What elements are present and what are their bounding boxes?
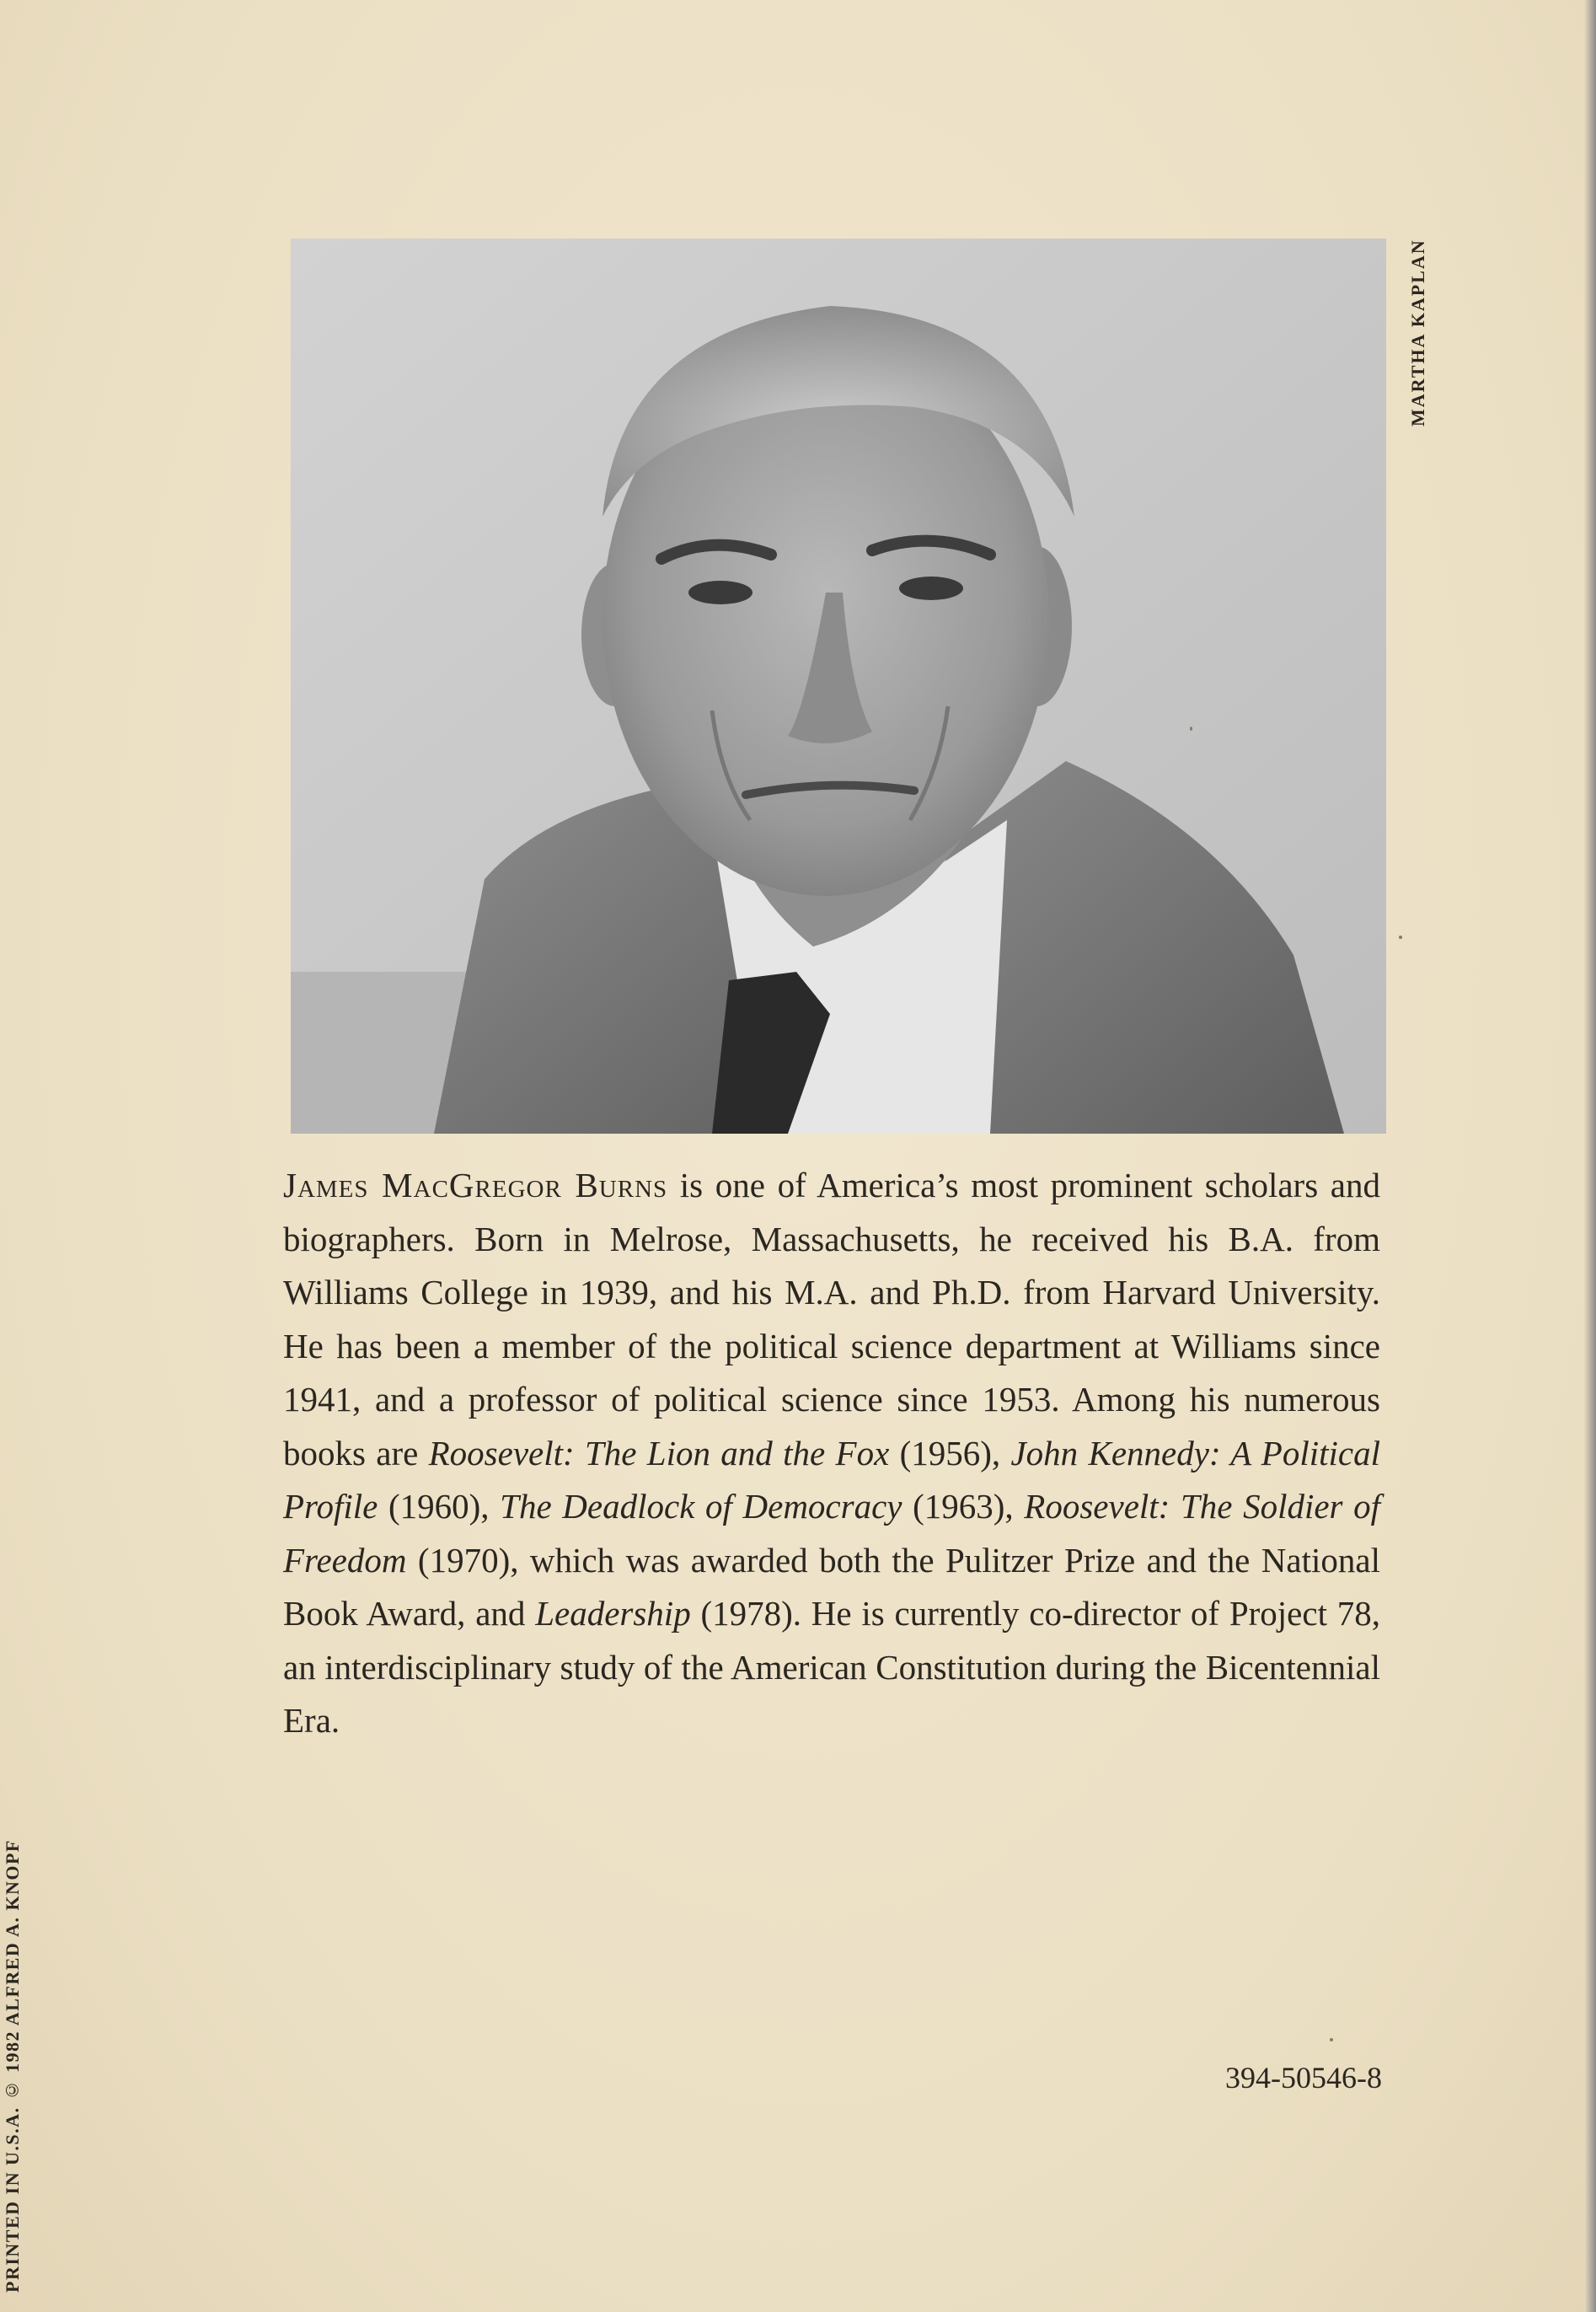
author-biography bbox=[283, 1159, 1380, 1748]
bio-text-4: (1963), bbox=[902, 1487, 1025, 1526]
bio-text-1: is one of America’s most prominent scholars and biographers. Born in Melrose, Massachusetts, he received his B.A. from Williams College in 1939, and his M.A. and Ph.D. from Harvard University. He has been a member of the political science department at Williams since 1941, and a professor of political science since 1953. Among his numerous books are bbox=[283, 1166, 1380, 1472]
cover-edge-shadow bbox=[1584, 0, 1596, 2312]
bio-text-2: (1956), bbox=[889, 1433, 1011, 1472]
book-title-4: Roosevelt: The Soldier of Freedom bbox=[283, 1487, 1381, 1580]
bio-text-3: (1960), bbox=[378, 1487, 501, 1526]
book-title-2: John Kennedy: A Political Profile bbox=[283, 1433, 1380, 1526]
paper-speck bbox=[1399, 936, 1402, 939]
book-title-5: Leadership bbox=[535, 1594, 691, 1633]
paper-speck bbox=[1190, 727, 1192, 731]
bio-text-6: (1978). He is currently co-director of Project 78, an interdisciplinary study of the American Constitution during the Bicentennial Era. bbox=[283, 1594, 1380, 1740]
paper-speck bbox=[1330, 2038, 1333, 2041]
author-portrait-image bbox=[291, 239, 1386, 1134]
bio-text-5: (1970), which was awarded both the Pulitzer Prize and the National Book Award, and bbox=[283, 1540, 1380, 1633]
author-name: James MacGregor Burns bbox=[283, 1166, 668, 1204]
author-photo bbox=[291, 239, 1386, 1134]
book-title-3: The Deadlock of Democracy bbox=[500, 1487, 902, 1526]
book-title-1: Roosevelt: The Lion and the Fox bbox=[428, 1433, 890, 1472]
printed-copyright-line: PRINTED IN U.S.A. © 1982 ALFRED A. KNOPF bbox=[2, 1839, 23, 2293]
isbn-number: 394-50546-8 bbox=[1225, 2061, 1382, 2095]
photo-credit: MARTHA KAPLAN bbox=[1407, 239, 1428, 426]
